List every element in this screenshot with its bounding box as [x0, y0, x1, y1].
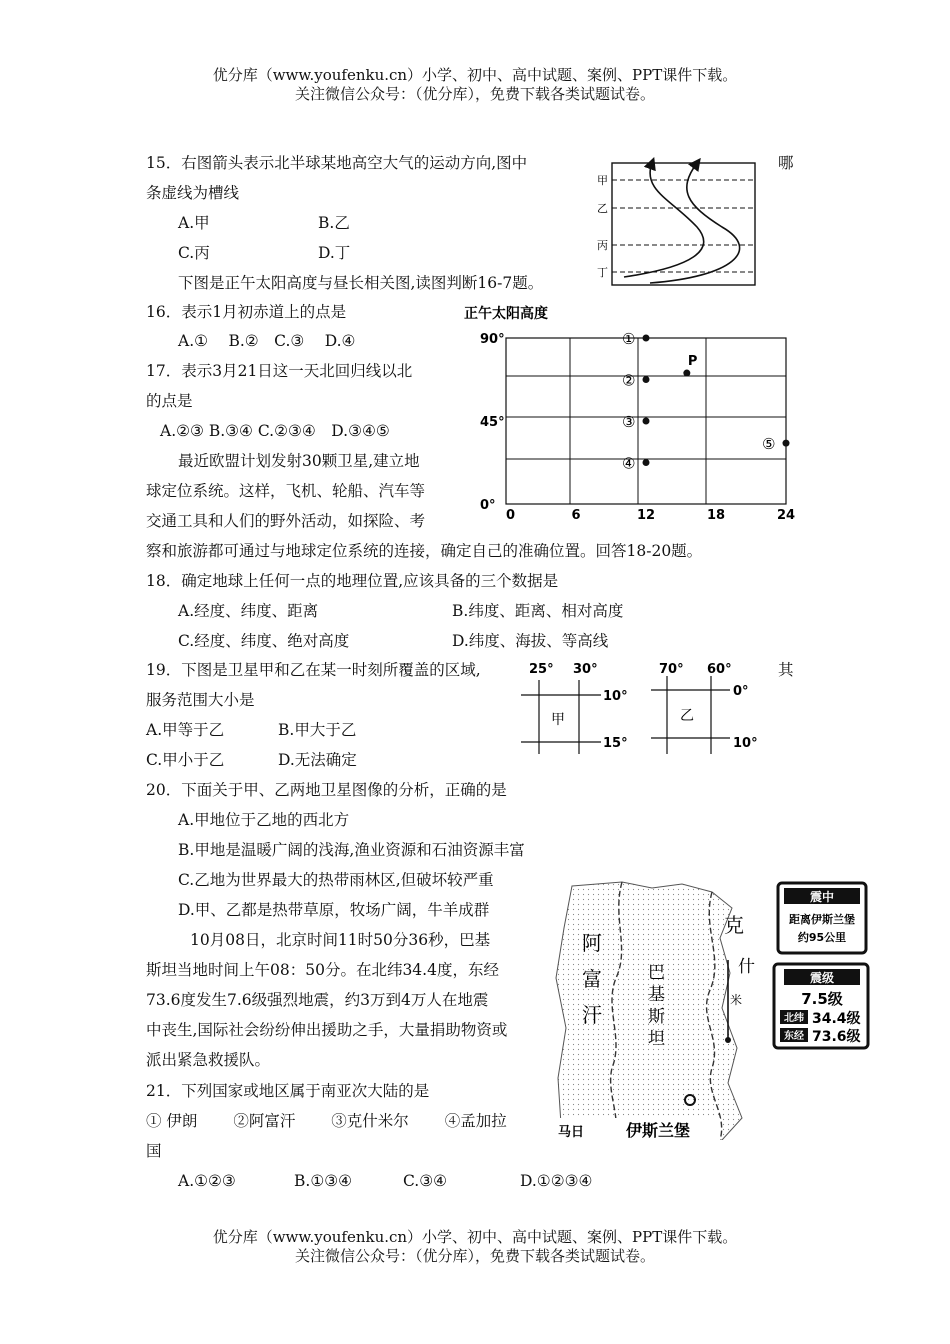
svg-text:斯: 斯: [648, 1007, 665, 1027]
point-label: ⑤: [762, 435, 776, 454]
page-footer: [0, 1228, 950, 1266]
q16-options: A.① B.② C.③ D.④: [178, 332, 356, 350]
point-marker: [683, 370, 690, 377]
intro-18-line-1: 最近欧盟计划发射30颗卫星,建立地: [178, 452, 420, 470]
afghanistan-label: [582, 931, 602, 1027]
point-marker: [643, 459, 650, 466]
point-label: P: [687, 354, 698, 370]
footer-line-2: 关注微信公众号：（优分库），免费下载各类试题试卷。: [294, 1247, 655, 1265]
q18-option-a: A.经度、纬度、距离: [178, 602, 319, 620]
q15-option-c: C.丙: [178, 244, 210, 262]
svg-text:巴: 巴: [648, 963, 665, 983]
point-label: ①: [622, 330, 636, 348]
q17-stem-a: 17．表示3月21日这一天北回归线以北: [146, 362, 413, 380]
q17-stem-b: 的点是: [146, 392, 193, 410]
q21-option-b: B.①③④: [294, 1172, 353, 1190]
page-header: [0, 66, 950, 104]
q19-option-c: C.甲小于乙: [146, 751, 225, 769]
q20-option-a: A.甲地位于乙地的西北方: [178, 811, 350, 829]
chart-title: 正午太阳高度: [464, 306, 548, 322]
label-yi: 乙: [597, 202, 608, 215]
label-ding: 丁: [597, 266, 608, 279]
yi-lon-left: 70°: [659, 662, 684, 677]
grid-yi: [651, 662, 758, 754]
svg-text:北纬: 北纬: [784, 1013, 804, 1024]
corner-label: 马日: [558, 1125, 585, 1140]
q19-stem-a: 19．下图是卫星甲和乙在某一时刻所覆盖的区域,: [146, 661, 481, 679]
q19-option-b: B.甲大于乙: [278, 721, 357, 739]
svg-text:约95公里: 约95公里: [797, 931, 847, 944]
x-tick-label: 0: [506, 508, 516, 523]
q20-stem: 20．下面关于甲、乙两地卫星图像的分析，正确的是: [146, 781, 507, 799]
header-line-2: 关注微信公众号：（优分库），免费下载各类试题试卷。: [294, 85, 655, 103]
q18-option-b: B.纬度、距离、相对高度: [452, 602, 624, 620]
satellite-coverage-figure: [515, 656, 785, 761]
label-bing: 丙: [597, 239, 608, 252]
svg-text:34.4级: 34.4级: [812, 1011, 861, 1027]
intro-21-line-3: 73.6度发生7.6级强烈地震，约3万到4万人在地震: [146, 991, 489, 1009]
yi-lat-bottom: 10°: [733, 736, 758, 751]
svg-text:东经: 东经: [784, 1031, 804, 1042]
q19-stem-b: 服务范围大小是: [146, 691, 255, 709]
q15-stem-b: 条虚线为槽线: [146, 184, 240, 202]
info-box-magnitude: [774, 964, 868, 1048]
intro-16-17: 下图是正午太阳高度与昼长相关图,读图判断16-7题。: [178, 274, 544, 292]
q17-options: A.②③ B.③④ C.②③④ D.③④⑤: [160, 422, 390, 440]
sun-height-chart: [460, 303, 800, 523]
x-tick-label: 6: [571, 508, 581, 523]
svg-text:坦: 坦: [648, 1029, 665, 1049]
q19-option-d: D.无法确定: [278, 751, 357, 769]
q20-option-d: D.甲、乙都是热带草原，牧场广阔，牛羊成群: [178, 901, 490, 919]
q20-option-b: B.甲地是温暖广阔的浅海,渔业资源和石油资源丰富: [178, 841, 525, 859]
point-marker: [643, 418, 650, 425]
point-marker: [643, 335, 650, 342]
earthquake-map: [552, 878, 872, 1140]
y-tick-label: 0°: [480, 498, 496, 513]
y-tick-label: 45°: [480, 415, 505, 430]
grid-jia: [521, 662, 628, 754]
point-label: ④: [622, 454, 636, 473]
jia-lat-bottom: 15°: [603, 736, 628, 751]
intro-21-line-4: 中丧生,国际社会纷纷伸出援助之手，大量捐助物资或: [146, 1021, 508, 1039]
info-box-epicenter: [778, 883, 866, 953]
point-label: ②: [622, 371, 636, 390]
footer-line-1: 优分库（www.youfenku.cn）小学、初中、高中试题、案例、PPT课件下载。: [212, 1228, 738, 1246]
jia-lon-right: 30°: [573, 662, 598, 677]
trough-figure: [592, 155, 762, 290]
svg-text:73.6级: 73.6级: [812, 1029, 861, 1045]
point-marker: [783, 440, 790, 447]
q18-option-d: D.纬度、海拔、等高线: [452, 632, 609, 650]
trough-frame: [612, 163, 755, 285]
svg-text:米: 米: [730, 993, 743, 1007]
svg-text:克: 克: [724, 913, 744, 937]
svg-text:什: 什: [738, 957, 755, 977]
svg-text:震中: 震中: [809, 890, 835, 904]
yi-lon-right: 60°: [707, 662, 732, 677]
q19-stem-tail: 其: [778, 661, 794, 679]
islamabad-label: 伊斯兰堡: [626, 1121, 691, 1140]
q15-option-a: A.甲: [178, 214, 210, 232]
point-marker: [643, 376, 650, 383]
jia-lat-top: 10°: [603, 689, 628, 704]
intro-18-line-4: 察和旅游都可通过与地球定位系统的连接，确定自己的准确位置。回答18-20题。: [146, 542, 703, 560]
header-line-1: 优分库（www.youfenku.cn）小学、初中、高中试题、案例、PPT课件下载。: [212, 66, 738, 84]
intro-21-line-1: 10月08日，北京时间11时50分36秒，巴基: [190, 931, 491, 949]
intro-21-line-2: 斯坦当地时间上午08：50分。在北纬34.4度，东经: [146, 961, 499, 979]
svg-text:距离伊斯兰堡: 距离伊斯兰堡: [789, 913, 855, 926]
q21-option-a: A.①②③: [178, 1172, 236, 1190]
yi-lat-top: 0°: [733, 684, 749, 699]
q21-option-c: C.③④: [403, 1172, 448, 1190]
wave-arrow-right: [650, 163, 740, 283]
q20-option-c: C.乙地为世界最大的热带雨林区,但破坏较严重: [178, 871, 494, 889]
q21-items: ① 伊朗 ②阿富汗 ③克什米尔 ④孟加拉: [146, 1112, 507, 1130]
svg-text:富: 富: [582, 967, 602, 991]
q18-stem: 18．确定地球上任何一点的地理位置,应该具备的三个数据是: [146, 572, 559, 590]
point-label: ③: [622, 413, 636, 431]
y-tick-label: 90°: [480, 332, 505, 347]
q21-option-d: D.①②③④: [520, 1172, 593, 1190]
svg-text:汗: 汗: [582, 1003, 602, 1027]
x-tick-label: 12: [636, 508, 656, 523]
intro-18-line-3: 交通工具和人们的野外活动，如探险、考: [146, 512, 426, 530]
yi-label: 乙: [680, 708, 694, 724]
q16-stem: 16．表示1月初赤道上的点是: [146, 303, 347, 321]
q21-items-tail: 国: [146, 1142, 162, 1160]
q18-option-c: C.经度、纬度、绝对高度: [178, 632, 350, 650]
svg-text:震级: 震级: [809, 971, 835, 985]
epicenter-marker: [725, 1037, 731, 1043]
q15-option-b: B.乙: [318, 214, 350, 232]
svg-text:基: 基: [648, 985, 665, 1005]
jia-lon-left: 25°: [529, 662, 554, 677]
q21-stem: 21．下列国家或地区属于南亚次大陆的是: [146, 1082, 430, 1100]
q15-stem-a: 15．右图箭头表示北半球某地高空大气的运动方向,图中: [146, 154, 528, 172]
x-tick-label: 24: [776, 508, 796, 523]
q19-option-a: A.甲等于乙: [146, 721, 225, 739]
svg-text:阿: 阿: [582, 931, 602, 955]
intro-21-line-5: 派出紧急救援队。: [146, 1051, 271, 1069]
x-tick-label: 18: [706, 508, 726, 523]
q15-stem-tail: 哪: [778, 154, 794, 172]
q15-option-d: D.丁: [318, 244, 351, 262]
jia-label: 甲: [551, 712, 565, 728]
label-jia: 甲: [597, 174, 608, 187]
intro-18-line-2: 球定位系统。这样，飞机、轮船、汽车等: [146, 482, 426, 500]
svg-text:7.5级: 7.5级: [801, 990, 843, 1008]
